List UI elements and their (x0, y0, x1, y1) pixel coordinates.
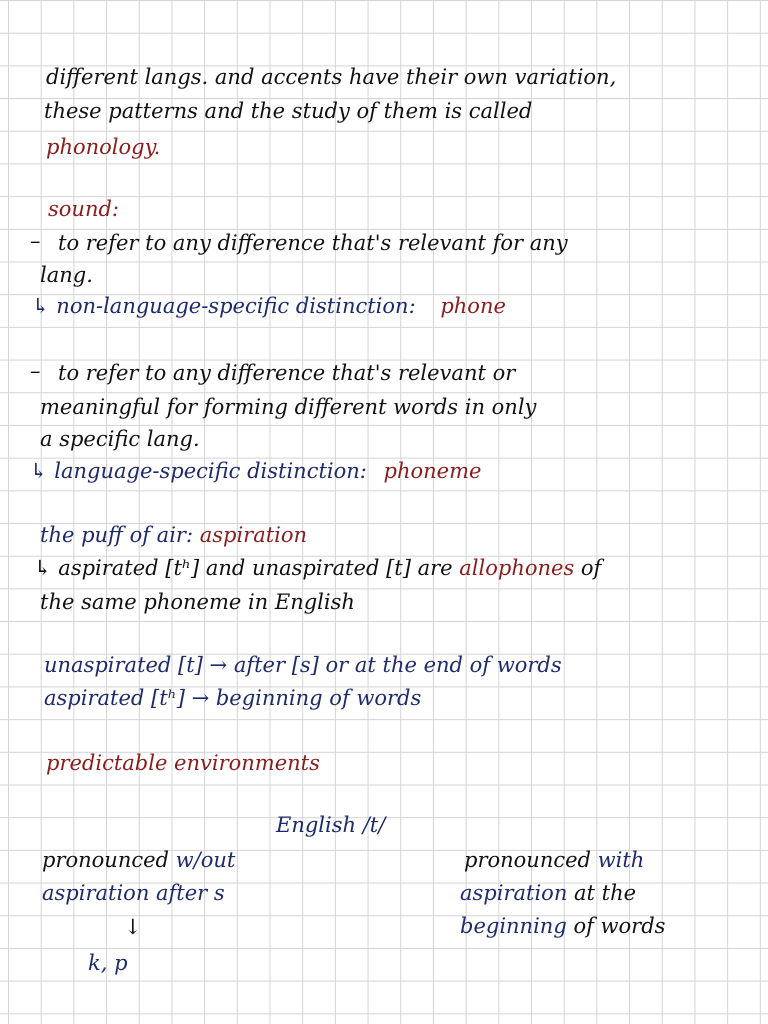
diagram-left-line-2: aspiration after s (42, 881, 225, 905)
term-phonology: phonology. (46, 135, 161, 159)
diagram-right-line-1 (464, 847, 644, 873)
examples-kp: k, p (88, 951, 128, 975)
left-pronounced: pronounced (42, 848, 169, 872)
term-phoneme: phoneme (383, 459, 482, 483)
allophones-text: aspirated [tʰ] and unaspirated [t] are (58, 556, 453, 580)
intro-line-2: these patterns and the study of them is called (44, 99, 533, 123)
def1-line-1: to refer to any difference that's relevant for any (58, 231, 568, 255)
down-arrow-icon: ↓ (124, 915, 142, 939)
arrow-icon: ↳ (32, 294, 50, 318)
environments-heading: predictable environments (46, 751, 320, 775)
left-without: w/out (175, 848, 236, 872)
right-at-the: at the (574, 881, 637, 905)
allophones-of: of (580, 556, 602, 580)
right-pronounced: pronounced (464, 848, 591, 872)
diagram-left-line-1 (42, 847, 235, 873)
intro-line-1: different langs. and accents have their own variation, (46, 65, 617, 89)
term-phone: phone (440, 294, 506, 318)
right-with: with (597, 848, 645, 872)
def2-note-text: language-specific distinction: (54, 459, 367, 483)
arrow-icon: ↳ (30, 459, 48, 483)
sound-heading: sound: (48, 197, 119, 221)
def1-line-2: lang. (40, 263, 93, 287)
arrow-icon: ↳ (34, 556, 52, 580)
diagram-right-line-3 (460, 913, 665, 939)
term-allophones: allophones (459, 556, 575, 580)
def2-line-3: a specific lang. (40, 427, 200, 451)
same-phoneme-line: the same phoneme in English (40, 590, 355, 614)
bullet-dash: – (30, 229, 41, 253)
aspiration-line (40, 522, 307, 548)
term-aspiration: aspiration (199, 523, 308, 547)
bullet-dash: – (30, 359, 41, 383)
right-of-words: of words (573, 914, 666, 938)
right-beginning: beginning (460, 914, 567, 938)
rule-unaspirated: unaspirated [t] → after [s] or at the end of words (44, 653, 562, 677)
def2-note (30, 458, 481, 484)
allophones-line (34, 555, 601, 581)
def2-line-2: meaningful for forming different words in only (40, 395, 537, 419)
def2-line-1: to refer to any difference that's relevant or (58, 361, 516, 385)
rule-aspirated: aspirated [tʰ] → beginning of words (44, 686, 422, 710)
def1-note-text: non-language-specific distinction: (56, 294, 416, 318)
aspiration-label: the puff of air: (40, 523, 194, 547)
diagram-center: English /t/ (276, 813, 386, 837)
diagram-right-line-2 (460, 880, 636, 906)
right-aspiration: aspiration (460, 881, 568, 905)
def1-note (32, 293, 506, 319)
